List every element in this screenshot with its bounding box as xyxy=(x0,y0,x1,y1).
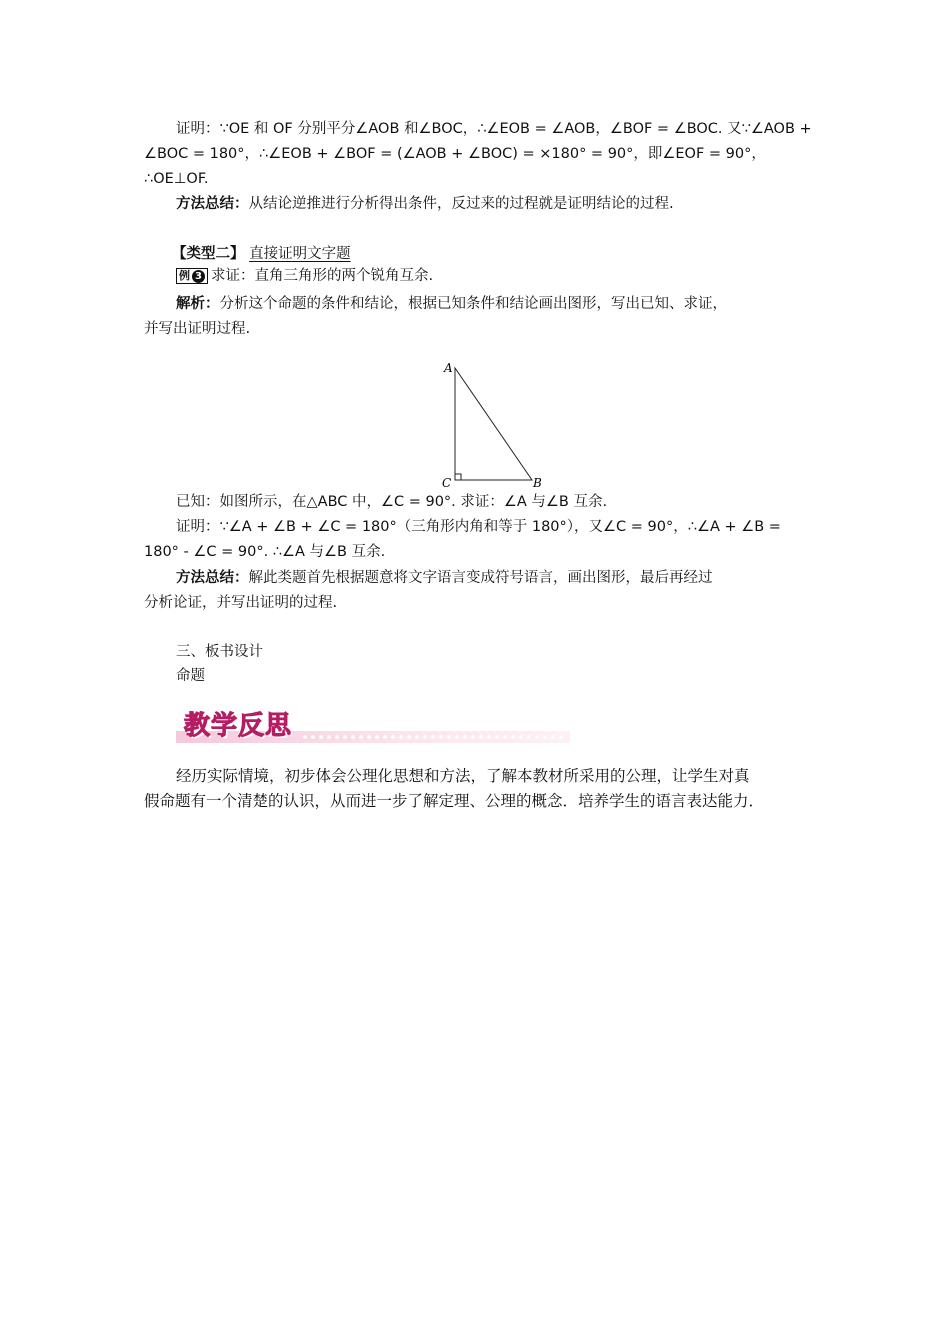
proof1-line3: ∴OE⊥OF. xyxy=(144,171,209,187)
example3 xyxy=(176,266,433,286)
proof2-line1: 证明：∵∠A + ∠B + ∠C = 180°（三角形内角和等于 180°），又∠C = 90°，∴∠A + ∠B = xyxy=(176,519,781,535)
analysis-line2: 并写出证明过程. xyxy=(144,321,251,337)
reflection-line2: 假命题有一个清楚的认识，从而进一步了解定理、公理的概念．培养学生的语言表达能力． xyxy=(144,792,765,810)
summary1-text: 从结论逆推进行分析得出条件，反过来的过程就是证明结论的过程. xyxy=(248,196,674,212)
method-summary-2-line2: 分析论证，并写出证明的过程. xyxy=(144,595,338,611)
summary2-label: 方法总结： xyxy=(176,569,249,586)
right-angle-mark xyxy=(455,474,461,480)
method-summary-2-line1 xyxy=(176,568,713,588)
banner-title: 教学反思 xyxy=(184,711,293,741)
analysis-label: 解析： xyxy=(176,295,220,312)
type2-heading xyxy=(172,244,351,264)
method-summary-1 xyxy=(176,194,674,214)
example-number: 3 xyxy=(192,270,205,283)
teaching-reflection-banner xyxy=(176,710,570,746)
analysis-text-1: 分析这个命题的条件和结论，根据已知条件和结论画出图形，写出已知、求证， xyxy=(219,296,727,312)
reflection-line1: 经历实际情境，初步体会公理化思想和方法，了解本教材所采用的公理，让学生对真 xyxy=(176,767,750,785)
proof2-line2: 180° - ∠C = 90°. ∴∠A 与∠B 互余. xyxy=(144,544,386,560)
example3-text: 求证：直角三角形的两个锐角互余. xyxy=(211,268,434,284)
proof1-line2: ∠BOC = 180°，∴∠EOB + ∠BOF = (∠AOB + ∠BOC) = ×180° = 90°，即∠EOF = 90°， xyxy=(144,146,766,162)
type2-label: 【类型二】 xyxy=(172,246,245,262)
banner-dots xyxy=(301,733,563,741)
given-statement: 已知：如图所示，在△ABC 中，∠C = 90°. 求证：∠A 与∠B 互余. xyxy=(176,494,608,510)
proof1-line1: 证明：∵OE 和 OF 分别平分∠AOB 和∠BOC，∴∠EOB = ∠AOB，∠BOF = ∠BOC. 又∵∠AOB + xyxy=(176,121,812,137)
example-badge-label: 例 xyxy=(179,269,190,282)
summary1-label: 方法总结： xyxy=(176,195,249,212)
type2-title: 直接证明文字题 xyxy=(249,246,351,262)
vertex-label-a: A xyxy=(444,361,453,375)
board-design-item: 命题 xyxy=(176,668,205,684)
triangle-outline xyxy=(455,368,532,480)
summary2-text-1: 解此类题首先根据题意将文字语言变成符号语言，画出图形，最后再经过 xyxy=(248,570,713,586)
right-triangle-figure xyxy=(436,356,550,492)
example-badge xyxy=(176,268,208,284)
analysis-line1 xyxy=(176,294,727,314)
board-design-heading: 三、板书设计 xyxy=(176,644,263,660)
vertex-label-c: C xyxy=(442,476,452,490)
vertex-label-b: B xyxy=(533,476,542,490)
